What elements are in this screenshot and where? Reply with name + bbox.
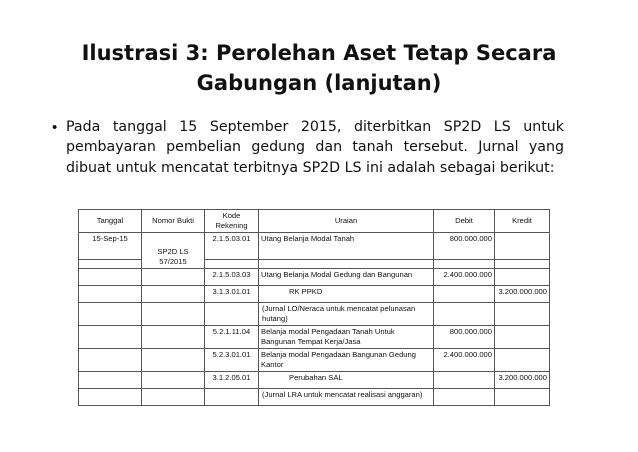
cell-debit: 800.000.000 bbox=[434, 326, 495, 349]
header-tanggal: Tanggal bbox=[79, 210, 142, 233]
cell-uraian: Belanja modal Pengadaan Tanah Untuk Bangunan Tempat Kerja/Jasa bbox=[259, 326, 434, 349]
cell-kredit bbox=[495, 326, 550, 349]
journal-table bbox=[78, 209, 550, 406]
header-debit: Debit bbox=[434, 210, 495, 233]
cell-debit: 2.400.000.000 bbox=[434, 349, 495, 372]
cell-empty bbox=[79, 349, 142, 372]
table-row bbox=[79, 389, 550, 406]
cell-empty bbox=[142, 349, 205, 372]
header-kode-rekening: Kode Rekening bbox=[205, 210, 259, 233]
cell-kredit: 3.200.000.000 bbox=[495, 286, 550, 303]
cell-kredit bbox=[495, 269, 550, 286]
header-nomor-bukti: Nomor Bukti bbox=[142, 210, 205, 233]
cell-debit bbox=[434, 372, 495, 389]
cell-nomor-bukti: SP2D LS 57/2015 bbox=[142, 233, 205, 269]
cell-kode: 5.2.3.01.01 bbox=[205, 349, 259, 372]
header-uraian: Uraian bbox=[259, 210, 434, 233]
cell-debit bbox=[434, 286, 495, 303]
cell-uraian: (Jurnal LRA untuk mencatat realisasi anggaran) bbox=[259, 389, 434, 406]
cell-kredit bbox=[495, 233, 550, 260]
cell-empty bbox=[142, 286, 205, 303]
cell-empty bbox=[142, 303, 205, 326]
cell-empty bbox=[79, 286, 142, 303]
slide-title bbox=[40, 38, 598, 98]
table-header-row bbox=[79, 210, 550, 233]
table-row bbox=[79, 303, 550, 326]
cell-empty bbox=[495, 260, 550, 269]
cell-uraian: (Jurnal LO/Neraca untuk mencatat pelunasan hutang) bbox=[259, 303, 434, 326]
table-row bbox=[79, 372, 550, 389]
table-row bbox=[79, 286, 550, 303]
cell-empty bbox=[79, 372, 142, 389]
cell-kode bbox=[205, 389, 259, 406]
cell-empty bbox=[79, 260, 142, 269]
cell-empty bbox=[205, 260, 259, 269]
table-row bbox=[79, 326, 550, 349]
bullet-text: Pada tanggal 15 September 2015, diterbitkan SP2D LS untuk pembayaran pembelian gedung dan tanah tersebut. Jurnal yang dibuat untuk mencatat terbitnya SP2D LS ini adalah sebagai berikut: bbox=[66, 119, 564, 176]
table-row bbox=[79, 233, 550, 260]
cell-uraian: Utang Belanja Modal Tanah bbox=[259, 233, 434, 260]
cell-empty bbox=[79, 326, 142, 349]
header-kredit: Kredit bbox=[495, 210, 550, 233]
cell-uraian: Utang Belanja Modal Gedung dan Bangunan bbox=[259, 269, 434, 286]
cell-debit bbox=[434, 389, 495, 406]
cell-kredit bbox=[495, 349, 550, 372]
cell-uraian: Perubahan SAL bbox=[259, 372, 434, 389]
cell-empty bbox=[434, 260, 495, 269]
cell-kredit bbox=[495, 389, 550, 406]
cell-uraian: RK PPKD bbox=[259, 286, 434, 303]
cell-debit bbox=[434, 303, 495, 326]
table-row bbox=[79, 349, 550, 372]
cell-tanggal: 15-Sep-15 bbox=[79, 233, 142, 260]
bullet-paragraph bbox=[52, 117, 564, 178]
cell-empty bbox=[79, 269, 142, 286]
cell-empty bbox=[142, 269, 205, 286]
cell-kode: 5.2.1.11.04 bbox=[205, 326, 259, 349]
cell-kode: 3.1.3.01.01 bbox=[205, 286, 259, 303]
cell-kredit: 3.200.000.000 bbox=[495, 372, 550, 389]
cell-kode bbox=[205, 303, 259, 326]
cell-empty bbox=[259, 260, 434, 269]
cell-debit: 800.000.000 bbox=[434, 233, 495, 260]
cell-kode: 2.1.5.03.03 bbox=[205, 269, 259, 286]
cell-debit: 2.400.000.000 bbox=[434, 269, 495, 286]
cell-empty bbox=[142, 389, 205, 406]
cell-kredit bbox=[495, 303, 550, 326]
cell-empty bbox=[142, 326, 205, 349]
cell-uraian: Belanja modal Pengadaan Bangunan Gedung Kantor bbox=[259, 349, 434, 372]
bullet-icon: • bbox=[52, 119, 58, 136]
title-line-2: Gabungan (lanjutan) bbox=[196, 71, 442, 95]
cell-kode: 3.1.2.05.01 bbox=[205, 372, 259, 389]
table-row bbox=[79, 269, 550, 286]
cell-empty bbox=[79, 389, 142, 406]
cell-empty bbox=[79, 303, 142, 326]
title-line-1: Ilustrasi 3: Perolehan Aset Tetap Secara bbox=[81, 41, 557, 65]
cell-empty bbox=[142, 372, 205, 389]
cell-kode: 2.1.5.03.01 bbox=[205, 233, 259, 260]
